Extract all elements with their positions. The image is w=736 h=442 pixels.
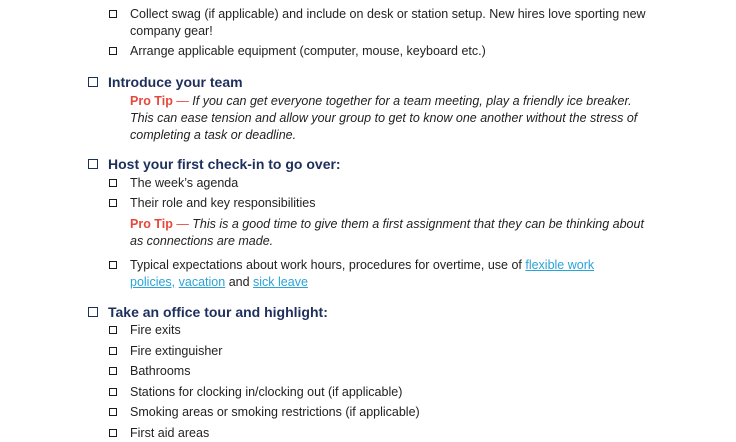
section-heading-checkin — [108, 155, 341, 173]
checkbox[interactable] — [109, 388, 117, 396]
checkbox[interactable] — [109, 347, 117, 355]
checkbox[interactable] — [88, 307, 98, 317]
pro-tip-label: Pro Tip — [130, 217, 173, 231]
checkbox[interactable] — [109, 261, 117, 269]
item-text: Collect swag (if applicable) and include on desk or station setup. New hires love sporting new company gear! — [130, 7, 646, 38]
item-text: Smoking areas or smoking restrictions (if applicable) — [130, 405, 420, 419]
list-item-equipment — [130, 43, 486, 60]
item-text-and: and — [225, 275, 254, 289]
pro-tip-dash: — — [172, 217, 193, 231]
pro-tip-text: If you can get everyone together for a team meeting, play a friendly ice breaker. This can ease tension and allow your group to get to know one another without the stress of completing a task or deadline. — [130, 94, 638, 142]
list-item-first-aid — [130, 425, 209, 442]
item-text: First aid areas — [130, 426, 210, 440]
vacation-link[interactable]: vacation — [178, 275, 226, 289]
heading-text: Introduce your team — [108, 74, 243, 90]
pro-tip-dash: — — [172, 94, 193, 108]
list-item-fire-exits — [130, 322, 181, 339]
heading-text: Host your first check-in to go over: — [108, 156, 341, 172]
checkbox[interactable] — [109, 179, 117, 187]
pro-tip-text: This is a good time to give them a first assignment that they can be thinking about as connections are made. — [130, 217, 644, 248]
pro-tip-label: Pro Tip — [130, 94, 173, 108]
checkbox[interactable] — [109, 367, 117, 375]
section-heading-tour — [108, 303, 328, 321]
checkbox[interactable] — [109, 326, 117, 334]
heading-text: Take an office tour and highlight: — [108, 304, 328, 320]
list-item-clocking — [130, 384, 402, 401]
checkbox[interactable] — [88, 77, 98, 87]
list-item-smoking — [130, 404, 420, 421]
pro-tip-checkin — [130, 216, 650, 250]
list-item-expectations — [130, 257, 635, 291]
checkbox[interactable] — [109, 429, 117, 437]
item-text: Fire extinguisher — [130, 344, 223, 358]
checkbox[interactable] — [109, 199, 117, 207]
flexible-work-policies-link[interactable]: flexible work policies, — [130, 258, 595, 289]
checkbox[interactable] — [109, 10, 117, 18]
list-item-swag — [130, 6, 650, 40]
list-item-bathrooms — [130, 363, 190, 380]
checkbox[interactable] — [109, 47, 117, 55]
item-text: Arrange applicable equipment (computer, mouse, keyboard etc.) — [130, 44, 486, 58]
item-text: Stations for clocking in/clocking out (if applicable) — [130, 385, 403, 399]
list-item-fire-extinguisher — [130, 343, 222, 360]
item-text: Typical expectations about work hours, procedures for overtime, use of — [130, 258, 526, 272]
list-item-agenda — [130, 175, 238, 192]
sick-leave-link[interactable]: sick leave — [253, 275, 308, 289]
item-text: The week’s agenda — [130, 176, 239, 190]
item-text: Fire exits — [130, 323, 181, 337]
section-heading-team — [108, 73, 243, 91]
item-text: Bathrooms — [130, 364, 191, 378]
item-text: Their role and key responsibilities — [130, 196, 316, 210]
list-item-role — [130, 195, 316, 212]
checkbox[interactable] — [109, 408, 117, 416]
pro-tip-team — [130, 93, 650, 144]
checkbox[interactable] — [88, 159, 98, 169]
